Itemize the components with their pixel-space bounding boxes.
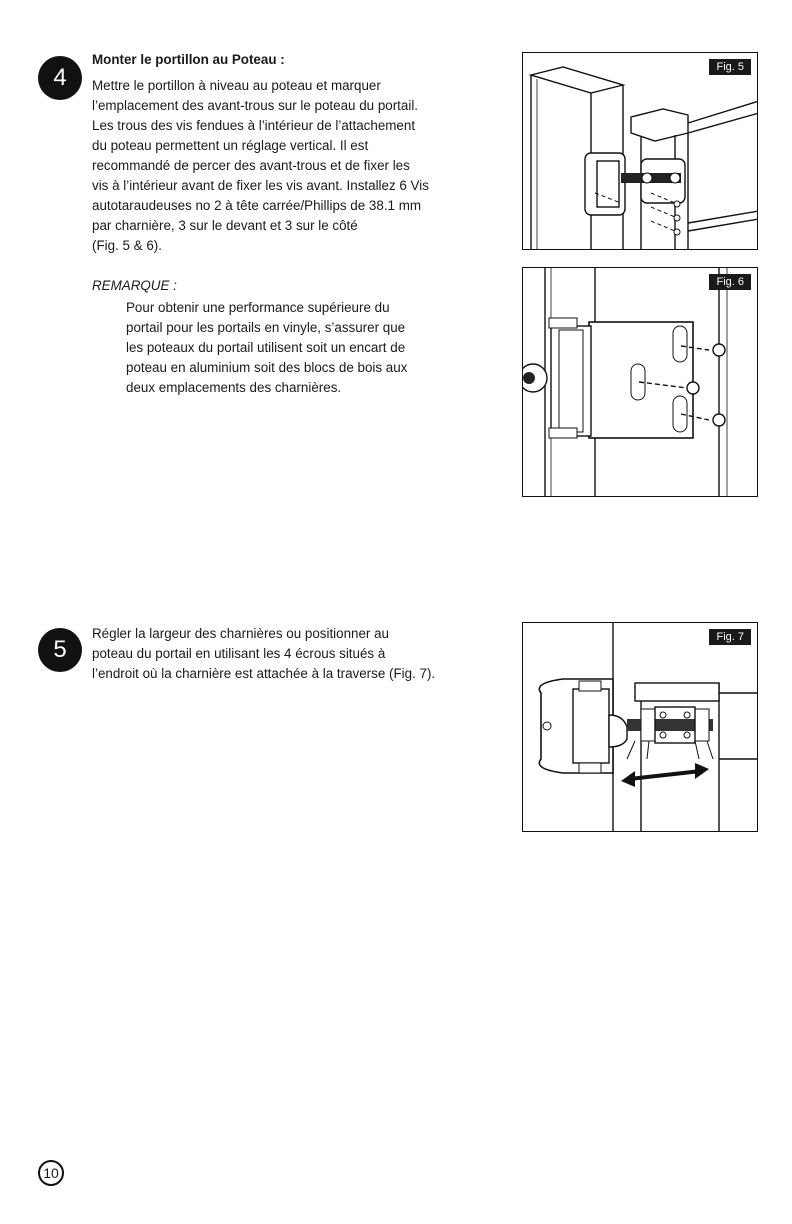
step-4-text [92,50,512,256]
step-5-line: l’endroit où la charnière est attachée à la traverse (Fig. 7). [92,666,436,681]
note-title: REMARQUE : [92,278,177,293]
step-5-line: poteau du portail en utilisant les 4 écrous situés à [92,646,386,661]
page-number-text: 10 [43,1165,59,1181]
step-4-line: recommandé de percer des avant-trous et de fixer les [92,158,410,173]
step-4-line: autotaraudeuses no 2 à tête carrée/Phillips de 38.1 mm [92,198,422,213]
step-5-line: Régler la largeur des charnières ou positionner au [92,626,390,641]
note-line: deux emplacements des charnières. [126,380,342,395]
step-4-heading: Monter le portillon au Poteau : [92,52,285,67]
note-line: poteau en aluminium soit des blocs de bois aux [126,360,408,375]
step-4-badge [38,56,82,100]
note-line: les poteaux du portail utilisent soit un encart de [126,340,406,355]
fig7-illustration [523,623,758,832]
step-5-badge [38,628,82,672]
step-4-line: l’emplacement des avant-trous sur le poteau du portail. [92,98,419,113]
fig-5-label: Fig. 5 [709,59,751,75]
figure-5 [522,52,758,250]
figure-6 [522,267,758,497]
fig5-illustration [523,53,758,250]
step-5-number: 5 [53,636,67,663]
note-line: portail pour les portails en vinyle, s’assurer que [126,320,406,335]
note-body [126,298,506,398]
step-4-line: vis à l’intérieur avant de fixer les vis avant. Installez 6 Vis [92,178,429,193]
fig-6-label: Fig. 6 [709,274,751,290]
step-4-line: (Fig. 5 & 6). [92,238,162,253]
step-4-line: Mettre le portillon à niveau au poteau et marquer [92,78,381,93]
fig-7-label: Fig. 7 [709,629,751,645]
figure-7 [522,622,758,832]
note-line: Pour obtenir une performance supérieure du [126,300,390,315]
step-4-number: 4 [53,64,67,91]
fig6-illustration [523,268,758,497]
page-number [38,1160,64,1186]
step-5-text [92,624,512,684]
step-4-line: Les trous des vis fendues à l’intérieur de l’attachement [92,118,416,133]
step-4-line: du poteau permettent un réglage vertical. Il est [92,138,369,153]
step-4-line: par charnière, 3 sur le devant et 3 sur le côté [92,218,358,233]
